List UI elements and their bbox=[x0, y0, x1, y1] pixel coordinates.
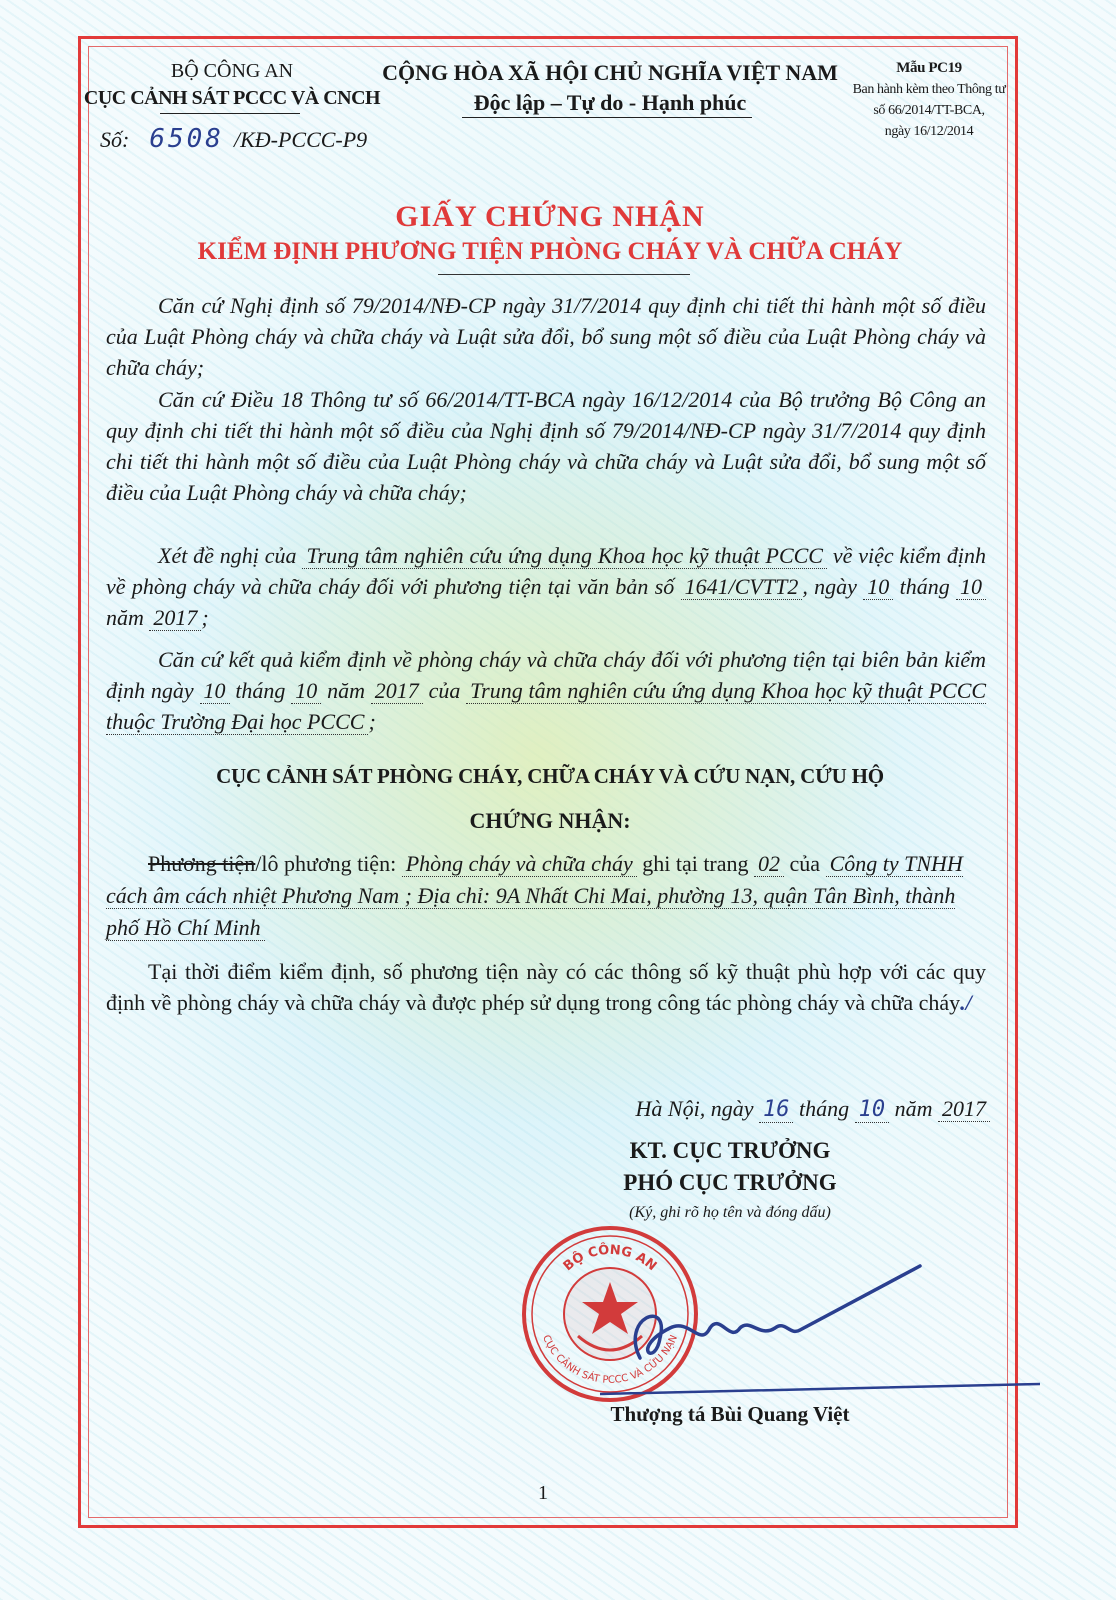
signer-title-1: KT. CỤC TRƯỞNG bbox=[629, 1138, 831, 1163]
p3-nam: năm bbox=[106, 605, 144, 630]
signer-title-2: PHÓ CỤC TRƯỞNG bbox=[623, 1170, 837, 1195]
report-day: 10 bbox=[200, 678, 230, 704]
request-year: 2017 bbox=[149, 605, 201, 631]
thang-label: tháng bbox=[798, 1096, 850, 1121]
request-doc-number: 1641/CVTT2 bbox=[681, 574, 803, 600]
agency-heading: CỤC CẢNH SÁT PHÒNG CHÁY, CHỮA CHÁY VÀ CỨU NẠN, CỨU HỘ bbox=[216, 764, 884, 788]
conclusion-mark: ./ bbox=[960, 990, 972, 1015]
basis-paragraph-1: Căn cứ Nghị định số 79/2014/NĐ-CP ngày 31/7/2014 quy định chi tiết thi hành một số điều của Luật Phòng cháy và chữa cháy và Luật sửa đổi, bổ sung một số điều của Luật Phòng cháy và chữa cháy; bbox=[106, 293, 986, 380]
form-note-2: số 66/2014/TT-BCA, bbox=[873, 103, 985, 118]
testing-organization: Trung tâm nghiên cứu ứng dụng Khoa học kỹ thuật PCCC thuộc Trường Đại học PCCC bbox=[106, 678, 987, 734]
issue-month: 10 bbox=[855, 1097, 890, 1123]
conclusion-text: Tại thời điểm kiểm định, số phương tiện này có các thông số kỹ thuật phù hợp với các quy định về phòng cháy và chữa cháy và được phép sử dụng trong công tác phòng cháy và chữa cháy bbox=[106, 959, 986, 1015]
page-number: 1 bbox=[538, 1482, 548, 1504]
conclusion-paragraph bbox=[106, 956, 986, 1018]
certified-subject bbox=[106, 848, 986, 944]
so-label: Số: bbox=[100, 127, 130, 152]
national-motto: Độc lập – Tự do - Hạnh phúc bbox=[473, 90, 747, 115]
republic-name: CỘNG HÒA XÃ HỘI CHỦ NGHĨA VIỆT NAM bbox=[382, 60, 838, 85]
seal-top-text: BỘ CÔNG AN bbox=[560, 1242, 660, 1275]
handwritten-signature bbox=[600, 1258, 1040, 1408]
form-reference bbox=[840, 58, 1018, 142]
report-year: 2017 bbox=[371, 678, 423, 704]
ngay-label: ngày bbox=[710, 1096, 754, 1121]
of-label: của bbox=[789, 851, 821, 876]
subject-label: /lô phương tiện: bbox=[255, 851, 397, 876]
p4-cua: của bbox=[428, 678, 461, 703]
certifies-heading: CHỨNG NHẬN: bbox=[469, 808, 631, 833]
ministry-name: BỘ CÔNG AN bbox=[170, 60, 294, 82]
issue-date bbox=[490, 1096, 990, 1122]
issue-day: 16 bbox=[759, 1097, 794, 1123]
basis-paragraph-4 bbox=[106, 644, 986, 737]
proposer-name: Trung tâm nghiên cứu ứng dụng Khoa học kỹ thuật PCCC bbox=[302, 543, 827, 569]
issuing-authority bbox=[82, 58, 382, 112]
p3-prefix: Xét đề nghị của bbox=[158, 543, 297, 568]
authority-underline bbox=[160, 113, 300, 114]
form-code: Mẫu PC19 bbox=[896, 60, 962, 76]
p3-thang: tháng bbox=[899, 574, 950, 599]
national-heading bbox=[380, 58, 840, 118]
signer-name: Thượng tá Bùi Quang Việt bbox=[610, 1402, 850, 1426]
report-month: 10 bbox=[291, 678, 321, 704]
issue-place: Hà Nội, bbox=[635, 1096, 706, 1121]
struck-label: Phương tiện bbox=[148, 851, 256, 876]
form-note-1: Ban hành kèm theo Thông tư bbox=[852, 82, 1006, 97]
p4-thang: tháng bbox=[235, 678, 286, 703]
document-number bbox=[100, 124, 367, 154]
basis-paragraph-3 bbox=[106, 540, 986, 633]
p3-ngay: , ngày bbox=[802, 574, 857, 599]
equipment-type: Phòng cháy và chữa cháy bbox=[402, 851, 637, 877]
nam-label: năm bbox=[894, 1096, 933, 1121]
page-label: ghi tại trang bbox=[642, 851, 749, 876]
form-note-3: ngày 16/12/2014 bbox=[884, 124, 974, 139]
so-number: 6508 bbox=[149, 124, 224, 154]
p4-end: ; bbox=[368, 709, 376, 734]
p4-prefix: Căn cứ kết quả kiểm định về phòng cháy và chữa cháy đối với phương tiện tại biên bản kiểm định ngày bbox=[106, 647, 986, 703]
seal-ring-text: CỤC CẢNH SÁT PCCC VÀ CỨU NẠN bbox=[540, 1333, 680, 1386]
signature-note: (Ký, ghi rõ họ tên và đóng dấu) bbox=[629, 1204, 831, 1221]
p4-nam: năm bbox=[327, 678, 365, 703]
p3-end: ; bbox=[201, 605, 209, 630]
certificate-title: GIẤY CHỨNG NHẬN bbox=[395, 200, 705, 233]
company-and-address: Công ty TNHH cách âm cách nhiệt Phương Nam ; Địa chỉ: 9A Nhất Chi Mai, phường 13, quận Tân Bình, thành phố Hồ Chí Minh bbox=[106, 851, 963, 940]
so-suffix: /KĐ-PCCC-P9 bbox=[233, 127, 368, 152]
certificate-subtitle: KIỂM ĐỊNH PHƯƠNG TIỆN PHÒNG CHÁY VÀ CHỮA CHÁY bbox=[197, 238, 903, 265]
page-number-ref: 02 bbox=[754, 851, 784, 877]
request-day: 10 bbox=[863, 574, 893, 600]
request-month: 10 bbox=[956, 574, 986, 600]
basis-paragraph-2: Căn cứ Điều 18 Thông tư số 66/2014/TT-BCA ngày 16/12/2014 của Bộ trưởng Bộ Công an quy định chi tiết thi hành một số điều của Nghị định số 79/2014/NĐ-CP ngày 31/7/2014 quy định chi tiết thi hành một số điều của Luật Phòng cháy và chữa cháy và Luật sửa đổi, bổ sung một số điều của Luật Phòng cháy và chữa cháy; bbox=[106, 387, 986, 505]
motto-underline bbox=[462, 117, 752, 118]
p3-mid: về việc kiểm định về phòng cháy và chữa cháy đối với phương tiện tại văn bản số bbox=[106, 543, 987, 599]
issue-year: 2017 bbox=[938, 1096, 990, 1122]
department-name: CỤC CẢNH SÁT PCCC VÀ CNCH bbox=[83, 87, 381, 109]
title-underline bbox=[438, 274, 690, 275]
